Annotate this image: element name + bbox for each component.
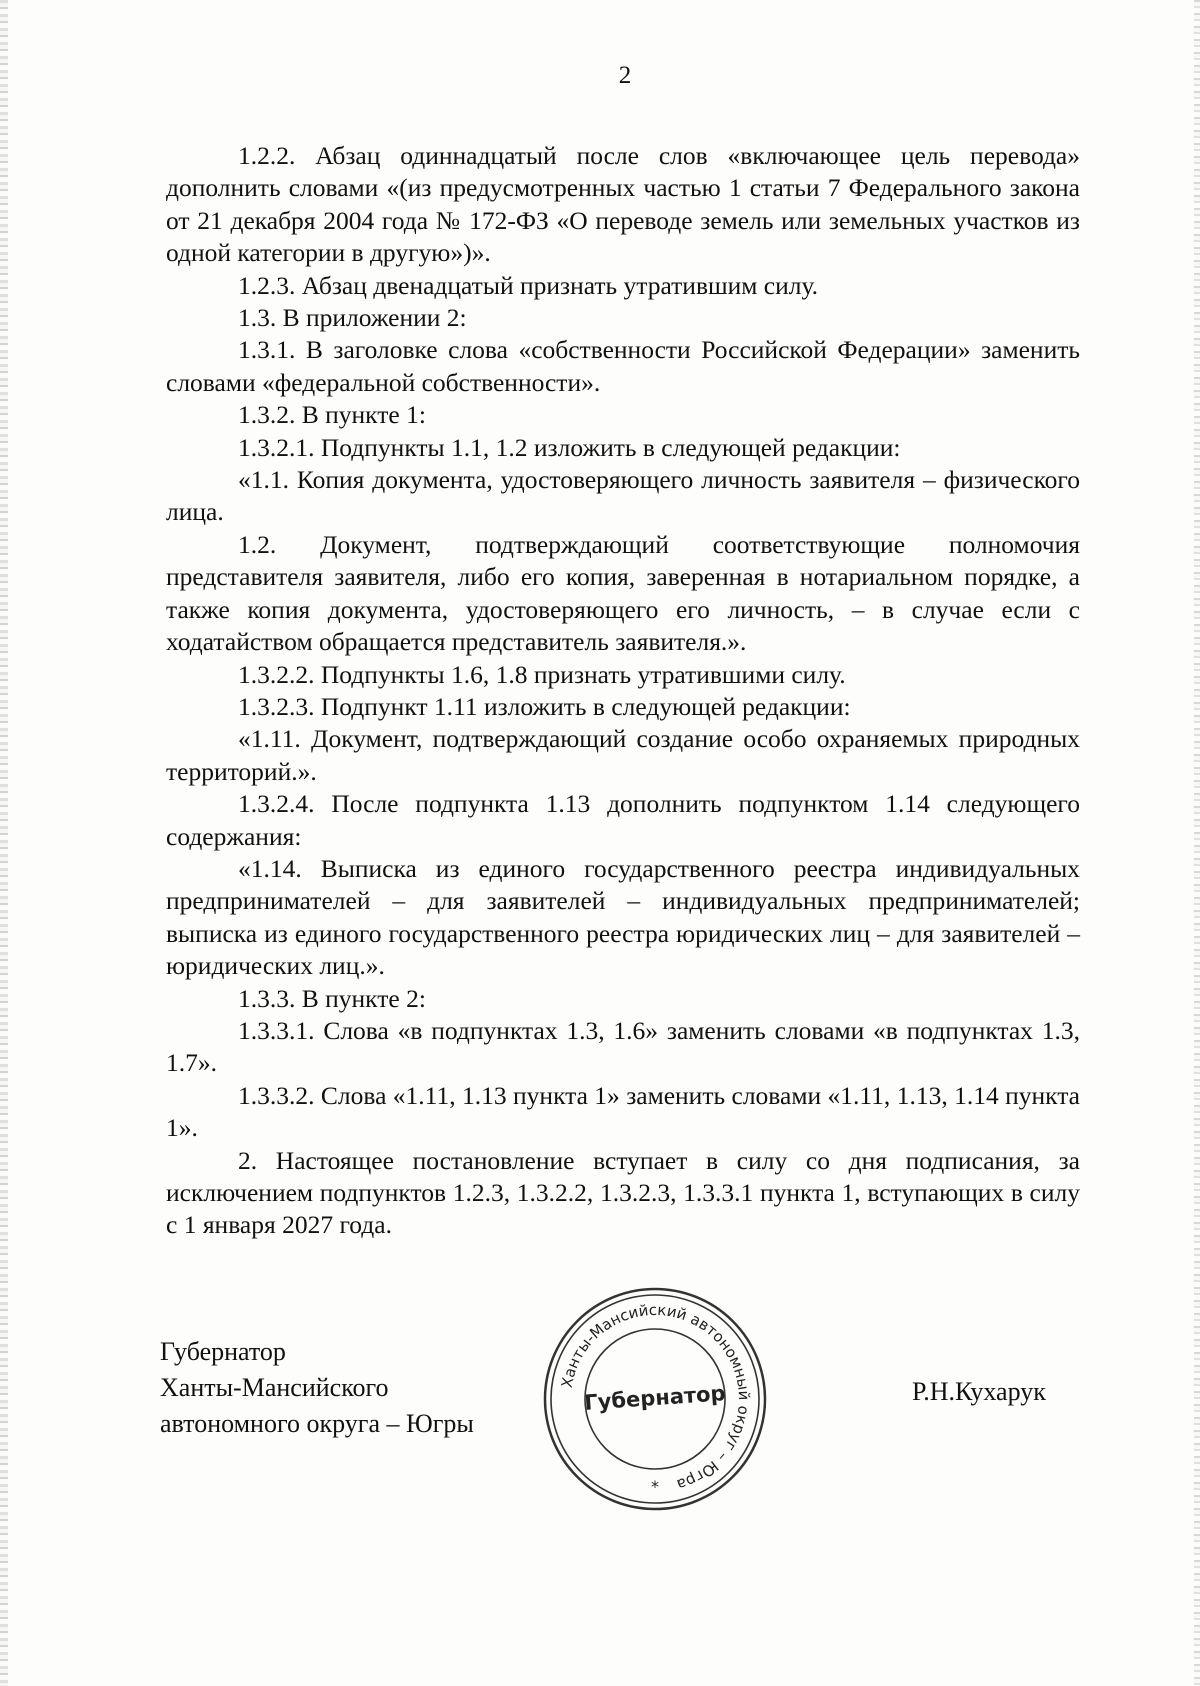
seal-star-icon: * bbox=[651, 1477, 659, 1496]
paragraph-1-3-3-2: 1.3.3.2. Слова «1.11, 1.13 пункта 1» заменить словами «1.11, 1.13, 1.14 пункта 1». bbox=[166, 1080, 1080, 1143]
paragraph-1-3-2-2: 1.3.2.2. Подпункты 1.6, 1.8 признать утратившими силу. bbox=[238, 659, 846, 689]
signature-position bbox=[160, 1334, 474, 1442]
paragraph-2: 2. Настоящее постановление вступает в силу со дня подписания, за исключением подпунктов 1.2.3, 1.3.2.2, 1.3.2.3, 1.3.3.1 пункта 1, вступающих в силу с 1 января 2027 года. bbox=[166, 1145, 1080, 1240]
signature-position-line: Ханты-Мансийского bbox=[160, 1373, 389, 1402]
document-body bbox=[166, 140, 1080, 1242]
paragraph-1-2-3: 1.2.3. Абзац двенадцатый признать утратившим силу. bbox=[238, 270, 819, 300]
signature-position-line: автономного округа – Югры bbox=[160, 1409, 474, 1438]
paragraph-1-3: 1.3. В приложении 2: bbox=[238, 303, 467, 333]
paragraph-1-3-1: 1.3.1. В заголовке слова «собственности Российской Федерации» заменить словами «федеральной собственности». bbox=[166, 335, 1080, 397]
signature-position-line: Губернатор bbox=[160, 1337, 286, 1366]
scan-edge-right bbox=[1194, 0, 1200, 1686]
paragraph-quote-1-11: «1.11. Документ, подтверждающий создание особо охраняемых природных территорий.». bbox=[166, 724, 1080, 786]
seal-ring-text: Ханты-Мансийский автономный округ – Югра bbox=[557, 1300, 754, 1494]
paragraph-1-3-3-1: 1.3.3.1. Слова «в подпунктах 1.3, 1.6» заменить словами «в подпунктах 1.3, 1.7». bbox=[166, 1015, 1080, 1078]
paragraph-quote-1-2: 1.2. Документ, подтверждающий соответствующие полномочия представителя заявителя, либо его копия, заверенная в нотариальном порядке, а также копия документа, удостоверяющего его личность, – в случае если с ходатайством обращается представитель заявителя.». bbox=[166, 529, 1080, 657]
paragraph-quote-1-14: «1.14. Выписка из единого государственного реестра индивидуальных предпринимателей – для заявителей – индивидуальных предпринимателей; выписка из единого государственного реестра юридических лиц – для заявителей – юридических лиц.». bbox=[166, 853, 1080, 981]
paragraph-1-3-2-1: 1.3.2.1. Подпункты 1.1, 1.2 изложить в следующей редакции: bbox=[238, 432, 901, 462]
paragraph-1-2-2: 1.2.2. Абзац одиннадцатый после слов «включающее цель перевода» дополнить словами «(из предусмотренных частью 1 статьи 7 Федерального закона от 21 декабря 2004 года № 172-ФЗ «О переводе земель или земельных участков из одной категории в другую»)». bbox=[166, 141, 1080, 268]
paragraph-1-3-3: 1.3.3. В пункте 2: bbox=[238, 983, 426, 1013]
scan-edge-left bbox=[0, 0, 8, 1686]
signer-name: Р.Н.Кухарук bbox=[912, 1377, 1046, 1406]
paragraph-1-3-2-4: 1.3.2.4. После подпункта 1.13 дополнить подпунктом 1.14 следующего содержания: bbox=[166, 789, 1080, 851]
seal-graphic bbox=[540, 1284, 770, 1514]
paragraph-quote-1-1: «1.1. Копия документа, удостоверяющего личность заявителя – физического лица. bbox=[166, 465, 1080, 527]
seal-center-text: Губернатор bbox=[583, 1381, 727, 1415]
official-seal bbox=[540, 1284, 770, 1514]
paragraph-1-3-2: 1.3.2. В пункте 1: bbox=[238, 400, 426, 430]
paragraph-1-3-2-3: 1.3.2.3. Подпункт 1.11 изложить в следующей редакции: bbox=[238, 691, 851, 721]
page-number: 2 bbox=[618, 62, 632, 89]
